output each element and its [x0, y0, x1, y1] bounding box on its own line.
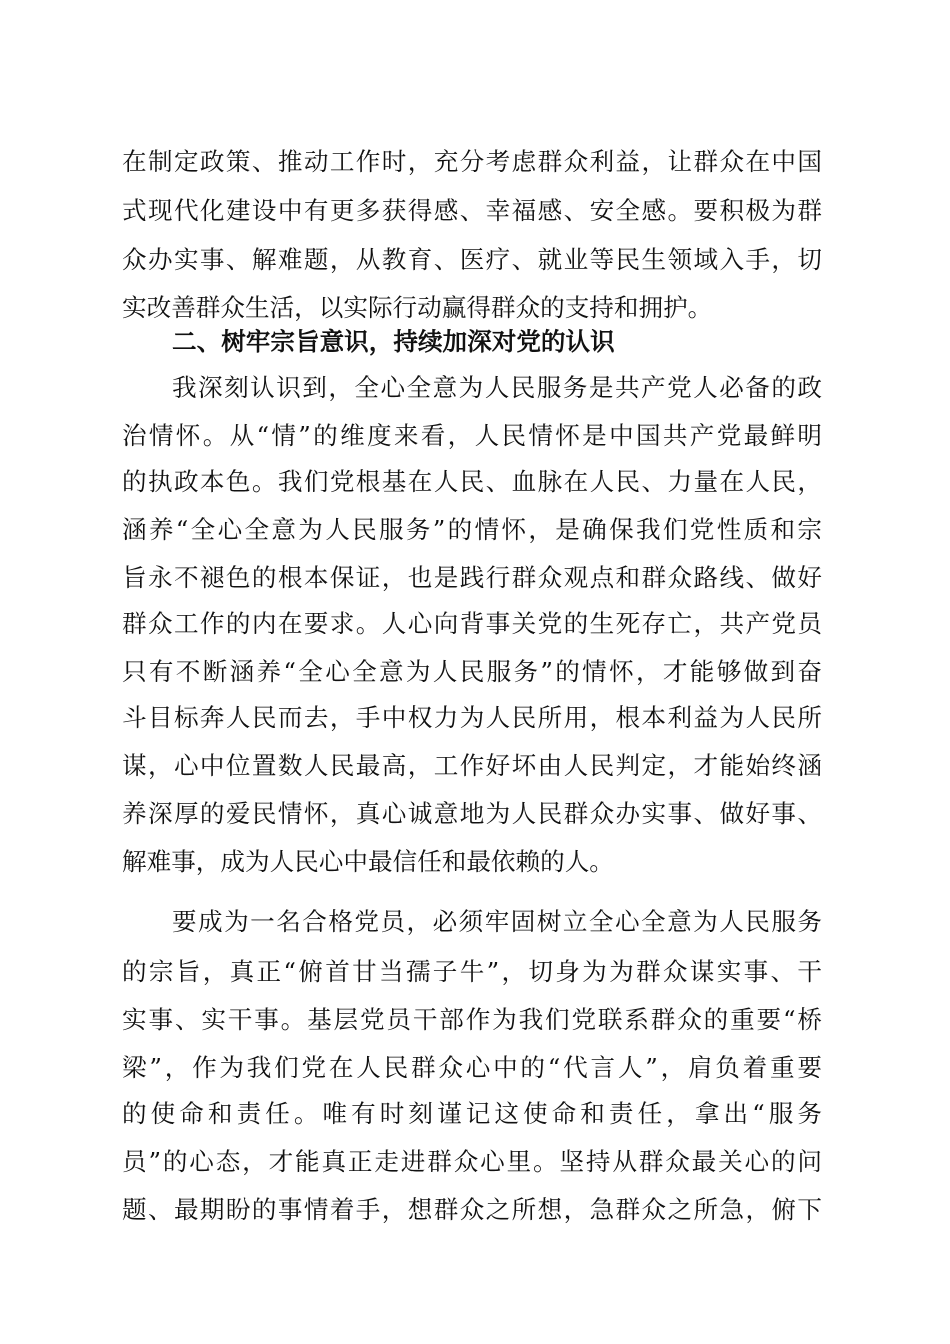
text-line: 涵养“全心全意为人民服务”的情怀，是确保我们党性质和宗 — [122, 515, 822, 544]
text-line: 的使命和责任。唯有时刻谨记这使命和责任，拿出“服务 — [122, 1099, 822, 1128]
text-line: 在制定政策、推动工作时，充分考虑群众利益，让群众在中国 — [122, 147, 822, 176]
text-line: 的执政本色。我们党根基在人民、血脉在人民、力量在人民， — [122, 467, 822, 496]
text-line: 群众工作的内在要求。人心向背事关党的生死存亡，共产党员 — [122, 609, 822, 638]
text-line: 式现代化建设中有更多获得感、幸福感、安全感。要积极为群 — [122, 196, 822, 225]
text-line: 的宗旨，真正“俯首甘当孺子牛”，切身为为群众谋实事、干 — [122, 957, 822, 986]
text-line: 员”的心态，才能真正走进群众心里。坚持从群众最关心的问 — [122, 1147, 822, 1176]
text-line: 斗目标奔人民而去，手中权力为人民所用，根本利益为人民所 — [122, 703, 822, 732]
text-line: 治情怀。从“情”的维度来看，人民情怀是中国共产党最鲜明 — [122, 421, 822, 450]
text-line: 解难事，成为人民心中最信任和最依赖的人。 — [122, 847, 614, 876]
text-line: 我深刻认识到，全心全意为人民服务是共产党人必备的政 — [172, 373, 822, 402]
text-line: 只有不断涵养“全心全意为人民服务”的情怀，才能够做到奋 — [122, 657, 822, 686]
text-line: 实改善群众生活，以实际行动赢得群众的支持和拥护。 — [122, 293, 713, 322]
text-line: 谋，心中位置数人民最高，工作好坏由人民判定，才能始终涵 — [122, 751, 822, 780]
section-heading: 二、树牢宗旨意识，持续加深对党的认识 — [172, 327, 615, 356]
text-line: 养深厚的爱民情怀，真心诚意地为人民群众办实事、做好事、 — [122, 799, 822, 828]
text-line: 实事、实干事。基层党员干部作为我们党联系群众的重要“桥 — [122, 1005, 822, 1034]
text-line: 众办实事、解难题，从教育、医疗、就业等民生领域入手，切 — [122, 245, 822, 274]
text-line: 梁”，作为我们党在人民群众心中的“代言人”，肩负着重要 — [122, 1053, 822, 1082]
text-line: 题、最期盼的事情着手，想群众之所想，急群众之所急，俯下 — [122, 1195, 822, 1224]
text-line: 旨永不褪色的根本保证，也是践行群众观点和群众路线、做好 — [122, 563, 822, 592]
text-line: 要成为一名合格党员，必须牢固树立全心全意为人民服务 — [172, 907, 822, 936]
